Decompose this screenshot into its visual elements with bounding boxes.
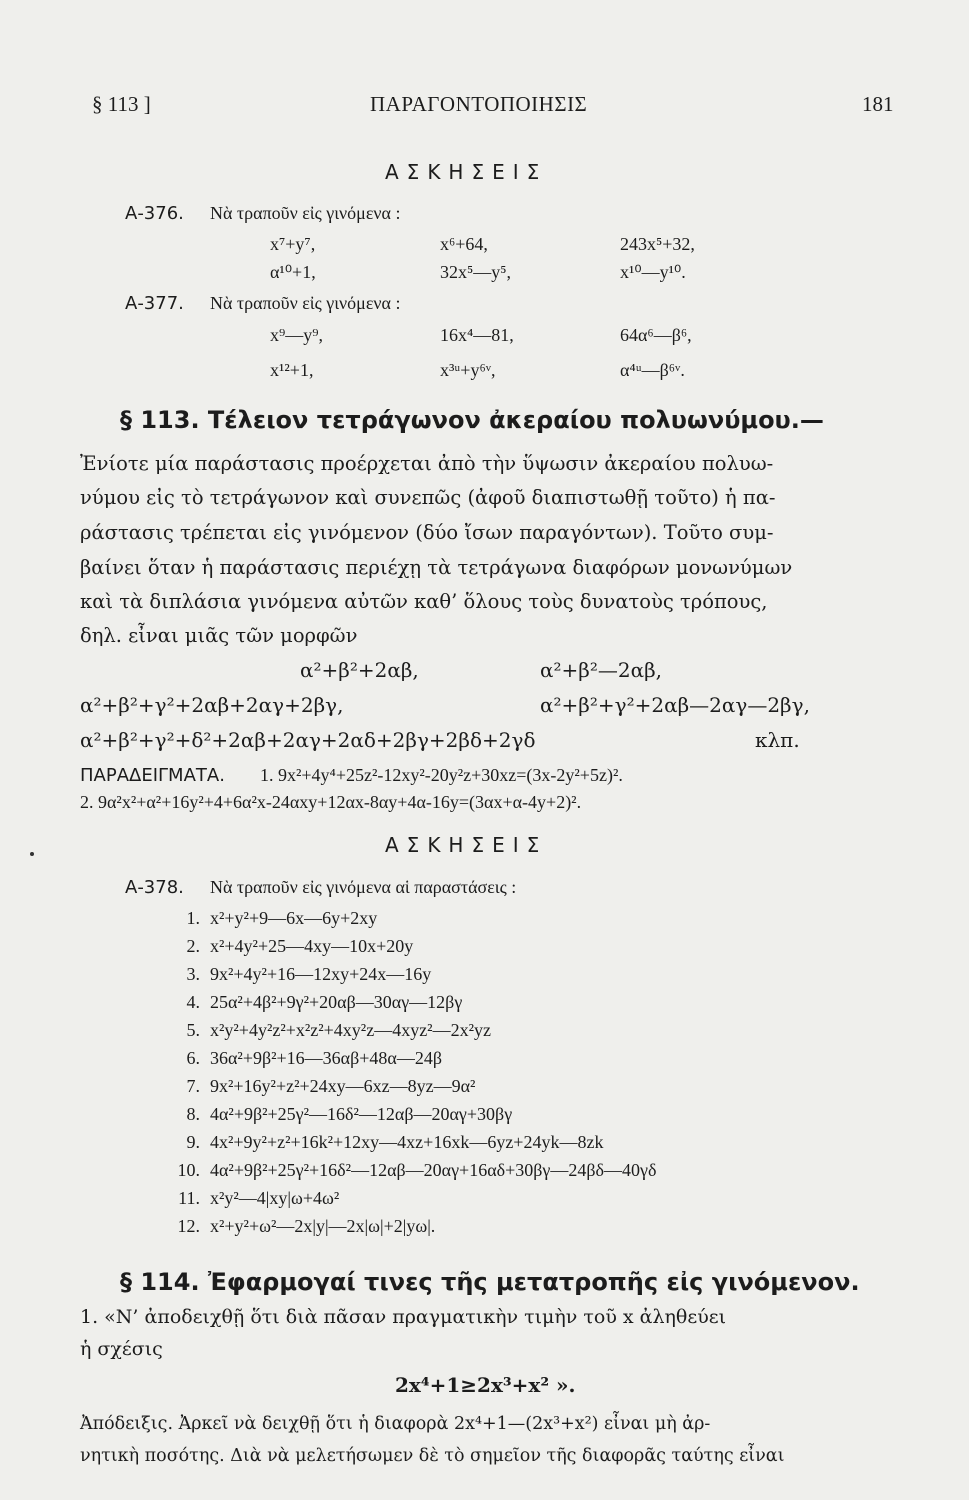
paragraph-line: ράστασις τρέπεται εἰς γινόμενον (δύο ἴσων παραγόντων). Τοῦτο συμ- bbox=[80, 521, 774, 544]
expression: 64α⁶—β⁶, bbox=[620, 325, 692, 345]
running-title: ΠΑΡΑΓΟΝΤΟΠΟΙΗΣΙΣ bbox=[370, 92, 588, 116]
margin-dot bbox=[30, 852, 34, 856]
list-item: 10. 4α²+9β²+25γ²+16δ²—12αβ—20αγ+16αδ+30βγ—24βδ—40γδ bbox=[177, 1160, 657, 1180]
paragraph-line: καὶ τὰ διπλάσια γινόμενα αὐτῶν καθ’ ὅλους τοὺς δυνατοὺς τρόπους, bbox=[80, 590, 768, 613]
exercise-instruction: Νὰ τραποῦν εἰς γινόμενα : bbox=[210, 203, 401, 223]
square-form: α²+β²—2αβ, bbox=[540, 658, 663, 682]
list-item: 4. 25α²+4β²+9γ²+20αβ—30αγ—12βγ bbox=[186, 992, 463, 1012]
exercises-heading: ΑΣΚΗΣΕΙΣ bbox=[385, 160, 548, 184]
proof-text: Ἀπόδειξις. Ἀρκεῖ νὰ δειχθῇ ὅτι ἡ διαφορὰ 2x⁴+1—(2x³+x²) εἶναι μὴ ἀρ- bbox=[80, 1414, 711, 1434]
expression: 243x⁵+32, bbox=[620, 234, 695, 254]
section-title: § 114. Ἐφαρμογαί τινες τῆς μετατροπῆς εἰς γινόμενον. bbox=[120, 1268, 860, 1296]
list-item: 6. 36α²+9β²+16—36αβ+48α—24β bbox=[186, 1048, 443, 1068]
list-item: 5. x²y²+4y²z²+x²z²+4xy²z—4xyz²—2x²yz bbox=[186, 1020, 491, 1040]
expression: α¹⁰+1, bbox=[270, 262, 316, 282]
exercise-instruction: Νὰ τραποῦν εἰς γινόμενα : bbox=[210, 293, 401, 313]
paragraph-line: Ἐνίοτε μία παράστασις προέρχεται ἀπὸ τὴν ὕψωσιν ἀκεραίου πολυω- bbox=[80, 452, 774, 475]
square-form: α²+β²+γ²+2αβ—2αγ—2βγ, bbox=[540, 693, 810, 717]
list-item: 2. x²+4y²+25—4xy—10x+20y bbox=[186, 936, 414, 956]
page-number: 181 bbox=[862, 92, 894, 116]
problem-statement: 1. «Ν’ ἀποδειχθῇ ὅτι διὰ πᾶσαν πραγματικὴν τιμὴν τοῦ x ἀληθεύει bbox=[80, 1306, 727, 1328]
exercise-label: Α-377. bbox=[125, 293, 184, 314]
expression: x¹⁰—y¹⁰. bbox=[620, 262, 686, 282]
list-item: 3. 9x²+4y²+16—12xy+24x—16y bbox=[186, 964, 432, 984]
relation: 2x⁴+1≥2x³+x² ». bbox=[395, 1373, 576, 1397]
expression: x³ᵘ+y⁶ᵛ, bbox=[440, 360, 496, 380]
exercises-heading: ΑΣΚΗΣΕΙΣ bbox=[385, 833, 548, 857]
list-item: 11. x²y²—4|xy|ω+4ω² bbox=[178, 1188, 340, 1208]
paragraph-line: βαίνει ὅταν ἡ παράστασις περιέχῃ τὰ τετράγωνα διαφόρων μονωνύμων bbox=[80, 556, 793, 579]
section-title: § 113. Τέλειον τετράγωνον ἀκεραίου πολυωνύμου.— bbox=[120, 406, 824, 434]
expression: x¹²+1, bbox=[270, 360, 314, 380]
example-1: 1. 9x²+4y⁴+25z²-12xy²-20y²z+30xz=(3x-2y²+5z)². bbox=[260, 765, 623, 785]
expression: α⁴ᵘ—β⁶ᵛ. bbox=[620, 360, 685, 380]
list-item: 8. 4α²+9β²+25γ²—16δ²—12αβ—20αγ+30βγ bbox=[186, 1104, 513, 1124]
exercise-label: Α-378. bbox=[125, 877, 184, 898]
exercise-instruction: Νὰ τραποῦν εἰς γινόμενα αἱ παραστάσεις : bbox=[210, 877, 517, 897]
expression: 32x⁵—y⁵, bbox=[440, 262, 512, 282]
problem-statement: ἡ σχέσις bbox=[80, 1338, 163, 1360]
paragraph-line: νύμου εἰς τὸ τετράγωνον καὶ συνεπῶς (ἀφοῦ διαπιστωθῇ τοῦτο) ἡ πα- bbox=[80, 486, 776, 509]
exercise-label: Α-376. bbox=[125, 203, 184, 224]
examples-label: ΠΑΡΑΔΕΙΓΜΑΤΑ. bbox=[80, 765, 225, 786]
square-form: α²+β²+γ²+δ²+2αβ+2αγ+2αδ+2βγ+2βδ+2γδ bbox=[80, 728, 536, 752]
expression: x⁹—y⁹, bbox=[270, 325, 324, 345]
paragraph-line: δηλ. εἶναι μιᾶς τῶν μορφῶν bbox=[80, 624, 358, 647]
example-2: 2. 9α²x²+α²+16y²+4+6α²x-24αxy+12αx-8αy+4α-16y=(3αx+α-4y+2)². bbox=[80, 792, 582, 812]
header-section-ref: § 113 ] bbox=[92, 92, 151, 116]
expression: x⁷+y⁷, bbox=[270, 234, 316, 254]
expression: x⁶+64, bbox=[440, 234, 488, 254]
list-item: 9. 4x²+9y²+z²+16k²+12xy—4xz+16xk—6yz+24yk—8zk bbox=[186, 1132, 604, 1152]
square-form: α²+β²+2αβ, bbox=[300, 658, 419, 682]
etc-text: κλπ. bbox=[755, 728, 800, 752]
expression: 16x⁴—81, bbox=[440, 325, 514, 345]
list-item: 1. x²+y²+9—6x—6y+2xy bbox=[186, 908, 378, 928]
list-item: 12. x²+y²+ω²—2x|y|—2x|ω|+2|yω|. bbox=[177, 1216, 436, 1236]
list-item: 7. 9x²+16y²+z²+24xy—6xz—8yz—9α² bbox=[186, 1076, 476, 1096]
square-form: α²+β²+γ²+2αβ+2αγ+2βγ, bbox=[80, 693, 344, 717]
proof-text: νητικὴ ποσότης. Διὰ νὰ μελετήσωμεν δὲ τὸ σημεῖον τῆς διαφορᾶς ταύτης εἶναι bbox=[80, 1446, 785, 1466]
